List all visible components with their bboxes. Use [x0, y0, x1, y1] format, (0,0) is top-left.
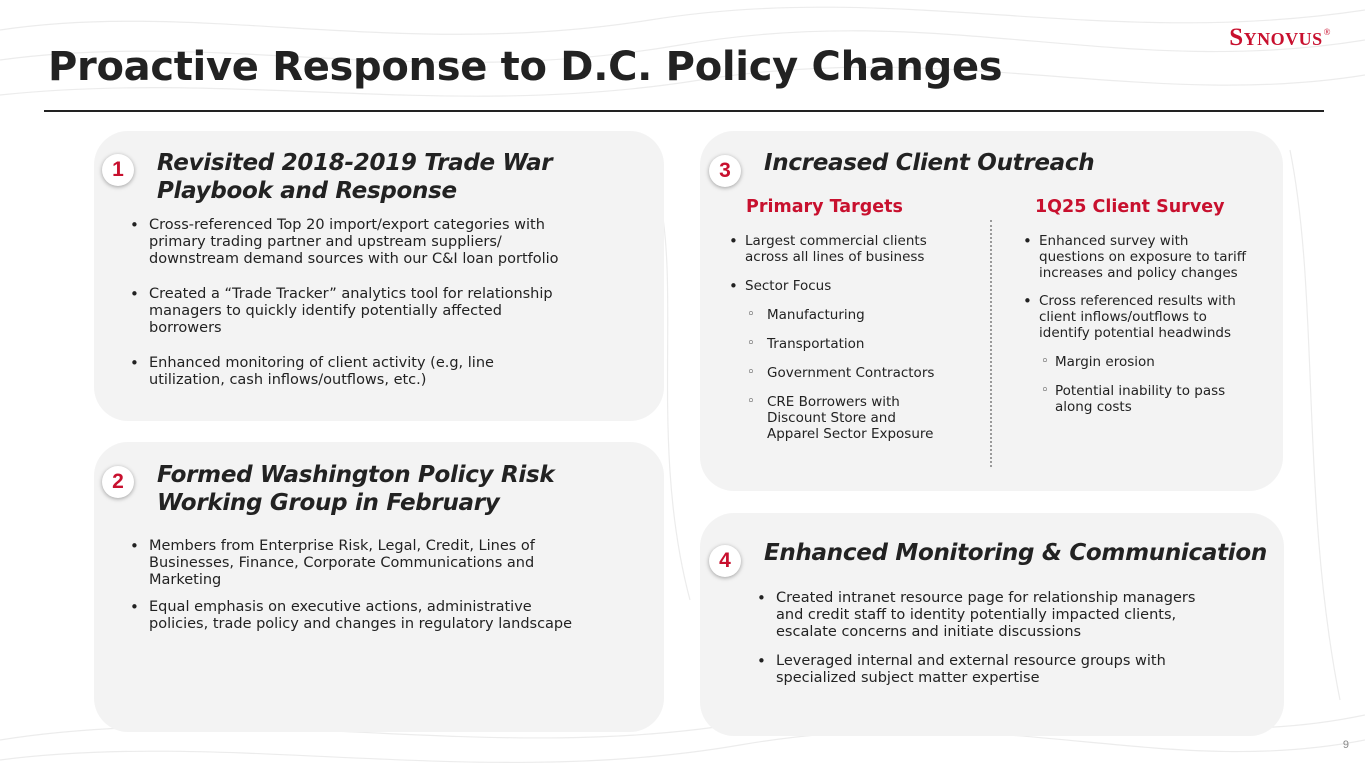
line: questions on exposure to tariff — [1039, 249, 1247, 265]
section-number-1: 1 — [102, 154, 134, 186]
synovus-logo — [1229, 24, 1331, 52]
section-number-4: 4 — [709, 545, 741, 577]
section-1-title-line2: Playbook and Response — [157, 178, 457, 204]
line: client inflows/outflows to — [1039, 309, 1207, 325]
section-number-2: 2 — [102, 466, 134, 498]
line: downstream demand sources with our C&I loan portfolio — [149, 251, 559, 267]
line: specialized subject matter expertise — [776, 670, 1040, 686]
line: and credit staff to identity potentially impacted clients, — [776, 607, 1177, 623]
page-number: 9 — [1342, 739, 1349, 751]
line: • Equal emphasis on executive actions, administrative — [149, 599, 532, 615]
line: • Largest commercial clients — [745, 233, 927, 249]
line: • Cross-referenced Top 20 import/export categories with — [149, 217, 545, 233]
section-2-title-line1: Formed Washington Policy Risk — [157, 462, 555, 488]
line: • Members from Enterprise Risk, Legal, Credit, Lines of — [149, 538, 535, 554]
line: • Cross referenced results with — [1039, 293, 1236, 309]
list-item — [729, 365, 934, 381]
section-4-title: Enhanced Monitoring & Communication — [764, 540, 1267, 566]
line: ◦ Margin erosion — [1055, 354, 1155, 370]
section-1-bullets — [130, 217, 559, 389]
line: along costs — [1055, 399, 1132, 415]
line: primary trading partner and upstream suppliers/ — [149, 234, 502, 250]
primary-targets-list — [729, 233, 934, 442]
list-item — [130, 217, 559, 268]
list-item — [130, 355, 559, 389]
line: across all lines of business — [745, 249, 925, 265]
line: • Created a “Trade Tracker” analytics tool for relationship — [149, 286, 553, 302]
line: ◦ Manufacturing — [767, 307, 865, 323]
section-number-3: 3 — [709, 155, 741, 187]
line: • Enhanced survey with — [1039, 233, 1189, 249]
section-4-bullets — [757, 590, 1195, 687]
line: Discount Store and — [767, 410, 896, 426]
logo-text: Synovus — [1229, 24, 1323, 51]
line: • Leveraged internal and external resource groups with — [776, 653, 1166, 669]
list-item — [1023, 293, 1246, 341]
primary-targets-heading: Primary Targets — [746, 197, 903, 217]
section-1-title — [157, 149, 552, 205]
line: managers to quickly identify potentially affected — [149, 303, 502, 319]
line: policies, trade policy and changes in regulatory landscape — [149, 616, 573, 632]
line: Businesses, Finance, Corporate Communications and — [149, 555, 535, 571]
line: • Enhanced monitoring of client activity (e.g, line — [149, 355, 494, 371]
list-item — [729, 307, 934, 323]
line: increases and policy changes — [1039, 265, 1238, 281]
list-item — [1023, 233, 1246, 281]
list-item — [729, 336, 934, 352]
list-item — [130, 286, 559, 337]
client-survey-heading: 1Q25 Client Survey — [1035, 197, 1225, 217]
line: borrowers — [149, 320, 222, 336]
section-2-bullets — [130, 538, 572, 633]
title-underline — [44, 110, 1324, 112]
section-2-title-line2: Working Group in February — [157, 490, 500, 516]
line: escalate concerns and initiate discussions — [776, 624, 1082, 640]
list-item — [729, 278, 934, 294]
column-divider — [990, 220, 992, 467]
list-item — [729, 233, 934, 265]
line: ◦ Transportation — [767, 336, 865, 352]
line: utilization, cash inflows/outflows, etc.) — [149, 372, 427, 388]
section-1-title-line1: Revisited 2018-2019 Trade War — [157, 150, 553, 176]
line: • Created intranet resource page for relationship managers — [776, 590, 1196, 606]
line: ◦ Government Contractors — [767, 365, 935, 381]
line: identify potential headwinds — [1039, 325, 1232, 341]
line: ◦ Potential inability to pass — [1055, 383, 1226, 399]
section-2-title — [157, 461, 554, 517]
line: Apparel Sector Exposure — [767, 426, 934, 442]
registered-mark: ® — [1323, 27, 1331, 37]
line: Marketing — [149, 572, 222, 588]
line: • Sector Focus — [745, 278, 832, 294]
page-title: Proactive Response to D.C. Policy Changes — [48, 44, 1003, 90]
list-item — [130, 538, 572, 589]
section-3-title: Increased Client Outreach — [764, 150, 1095, 176]
line: ◦ CRE Borrowers with — [767, 394, 900, 410]
list-item — [1023, 383, 1246, 415]
list-item — [757, 653, 1195, 687]
list-item — [757, 590, 1195, 641]
list-item — [130, 599, 572, 633]
list-item — [1023, 354, 1246, 370]
client-survey-list — [1023, 233, 1246, 415]
list-item — [729, 394, 934, 442]
